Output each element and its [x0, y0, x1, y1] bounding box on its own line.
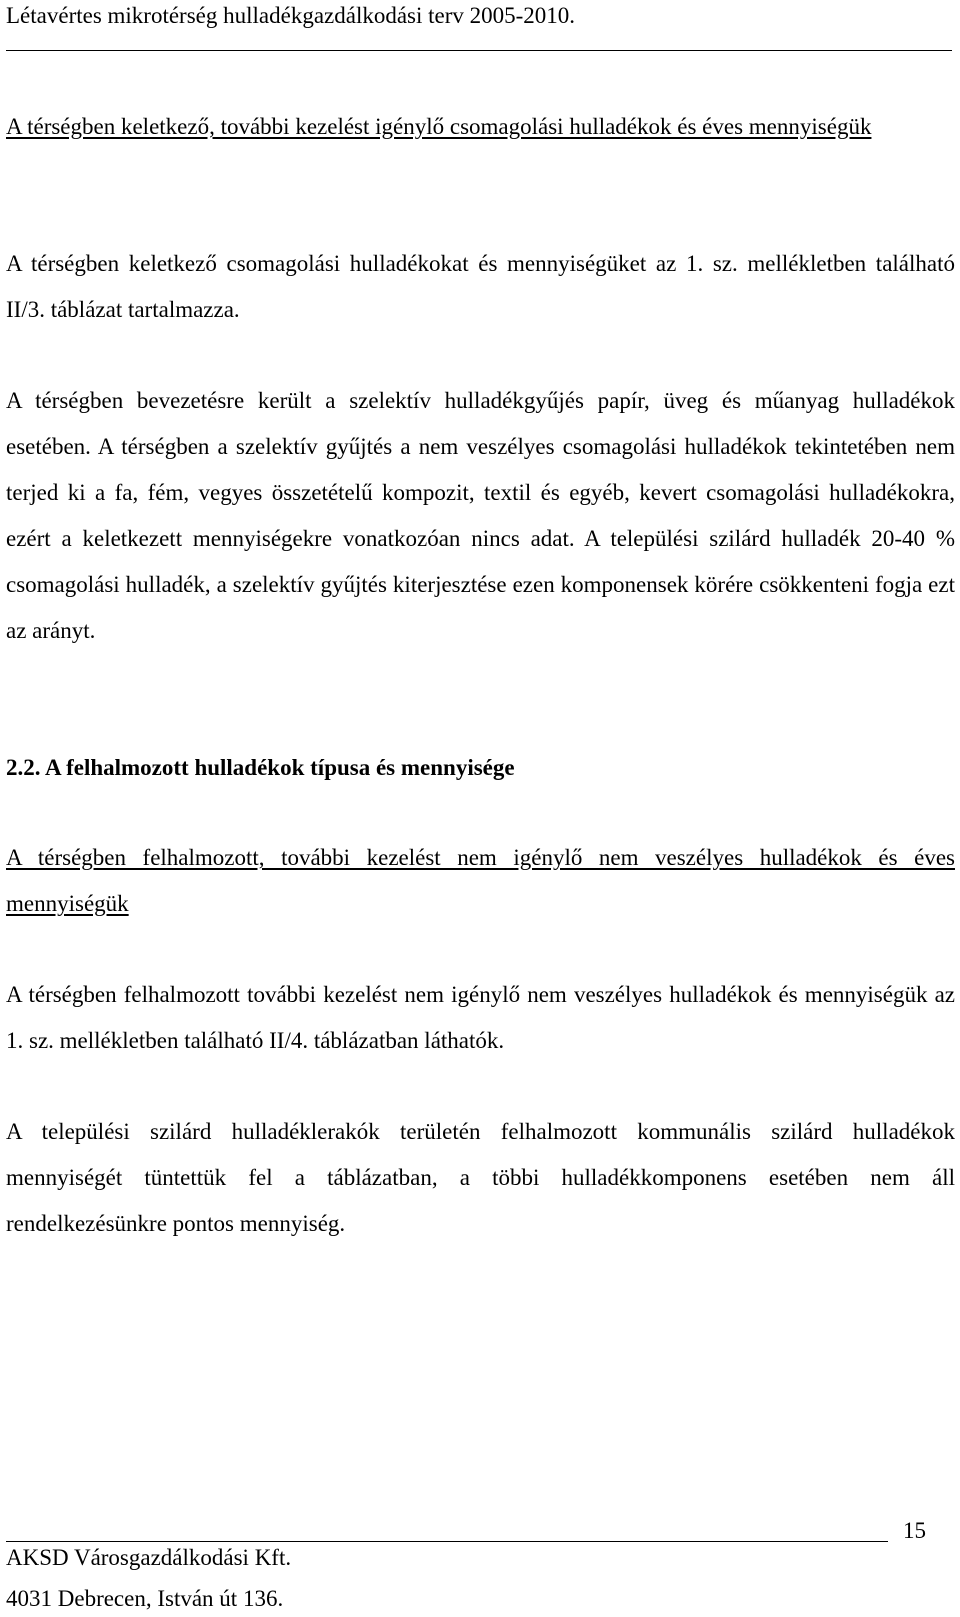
footer-address: 4031 Debrecen, István út 136. — [6, 1586, 284, 1611]
paragraph-selective-collection: A térségben bevezetésre került a szelektív hulladékgyűjés papír, üveg és műanyag hulladékok esetében. A térségben a szelektív gyűjtés a nem veszélyes csomagolási hulladékok tekintetében nem terjed ki a fa, fém, vegyes összetételű kompozit, textil és egyéb, kevert csomagolási hulladékokra, ezért a keletkezett mennyiségekre vonatkozóan nincs adat. A települési szilárd hulladék 20-40 % csomagolási hulladék, a szelektív gyűjtés kiterjesztése ezen komponensek körére csökkenteni fogja ezt az arányt. — [6, 388, 955, 643]
footer-company-name: AKSD Városgazdálkodási Kft. — [6, 1545, 292, 1570]
section-heading-2-2: 2.2. A felhalmozott hulladékok típusa és mennyisége — [6, 755, 515, 780]
paragraph-packaging-table-reference: A térségben keletkező csomagolási hulladékokat és mennyiségüket az 1. sz. mellékletben található II/3. táblázat tartalmazza. — [6, 251, 955, 322]
paragraph-accumulated-table-reference: A térségben felhalmozott további kezelést nem igénylő nem veszélyes hulladékok és mennyiségük az 1. sz. mellékletben található II/4. táblázatban láthatók. — [6, 982, 955, 1053]
running-header-title: Létavértes mikrotérség hulladékgazdálkodási terv 2005-2010. — [6, 3, 576, 28]
subsection-title-packaging-waste: A térségben keletkező, további kezelést igénylő csomagolási hulladékok és éves mennyiségük — [6, 114, 872, 139]
subsection-title-accumulated-waste: A térségben felhalmozott, további kezelést nem igénylő nem veszélyes hulladékok és éves mennyiségük — [6, 845, 955, 916]
header-rule — [6, 50, 952, 51]
footer-rule — [6, 1541, 888, 1542]
paragraph-landfill-quantities: A települési szilárd hulladéklerakók területén felhalmozott kommunális szilárd hulladékok mennyiségét tüntettük fel a táblázatban, a többi hulladékkomponens esetében nem áll rendelkezésünkre pontos mennyiség. — [6, 1119, 955, 1236]
page-number: 15 — [903, 1518, 926, 1543]
